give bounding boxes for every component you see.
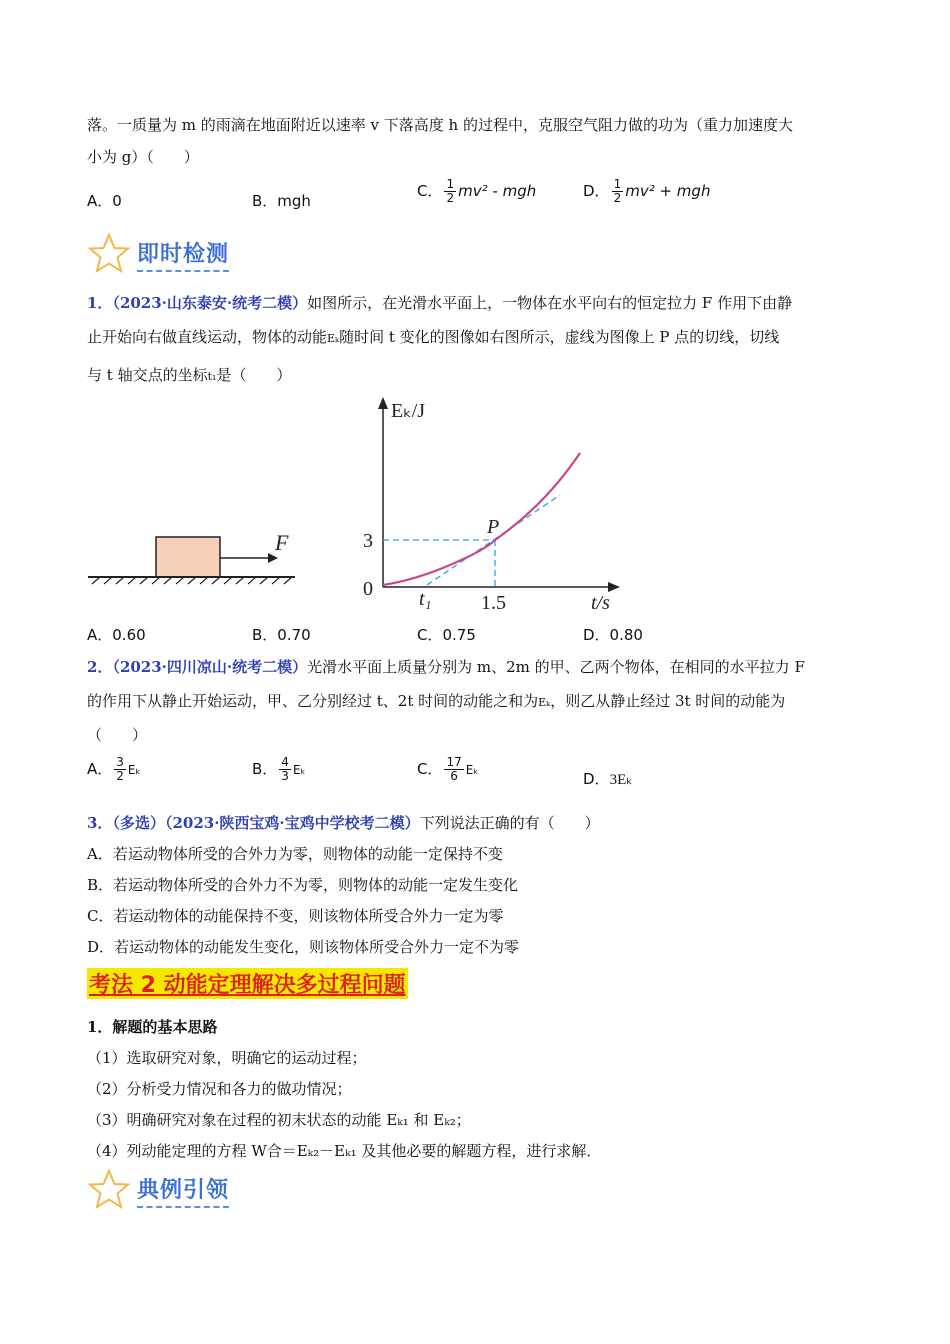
- method-2-step-4: （4）列动能定理的方程 W合＝Eₖ₂－Eₖ₁ 及其他必要的解题方程，进行求解．: [87, 1142, 602, 1160]
- x-axis-label: t/s: [591, 592, 610, 613]
- point-p-label: P: [487, 516, 500, 538]
- ground-hatch: [92, 577, 292, 584]
- q2-option-c: C． $\frac{17}{6}$ Eₖ: [417, 755, 479, 783]
- method-2-title: 考法 2 动能定理解决多过程问题: [87, 968, 408, 999]
- intro-line-1: 落。一质量为 m 的雨滴在地面附近以速率 v 下落高度 h 的过程中，克服空气阻力做的功为（重力加速度大: [87, 116, 793, 134]
- q2-option-d: D．3Eₖ: [583, 770, 633, 788]
- q1-option-b: B．0.70: [252, 626, 311, 644]
- method-2-step-1: （1）选取研究对象，明确它的运动过程；: [87, 1049, 367, 1067]
- star-icon: [87, 1168, 131, 1212]
- section-header-example: [87, 1168, 229, 1212]
- q3-option-a: A．若运动物体所受的合外力为零，则物体的动能一定保持不变: [87, 845, 503, 863]
- q2-line-3: （ ）: [87, 726, 148, 744]
- q2-line-1: 2．（2023·四川凉山·统考二模）光滑水平面上质量分别为 m、2m 的甲、乙两个物体，在相同的水平拉力 F: [87, 658, 805, 676]
- q1-line-3: 与 t 轴交点的坐标t₁是（ ）: [87, 366, 292, 384]
- q2-option-b: B． $\frac{4}{3}$ Eₖ: [252, 755, 306, 783]
- y-tick-label: 3: [363, 530, 373, 552]
- q2-option-a: A． $\frac{3}{2}$ Eₖ: [87, 755, 141, 783]
- intro-option-a: A．0: [87, 192, 122, 210]
- x-axis-arrow: [608, 582, 620, 592]
- section-header-instant-check: [87, 232, 229, 276]
- q1-option-c: C．0.75: [417, 626, 476, 644]
- q1-option-a: A．0.60: [87, 626, 146, 644]
- y-axis-arrow: [378, 397, 388, 409]
- star-icon: [87, 232, 131, 276]
- block-figure: [88, 520, 303, 590]
- ek-t-graph: [355, 395, 635, 613]
- q1-line-1: 1．（2023·山东泰安·统考二模）如图所示，在光滑水平面上，一物体在水平向右的恒定拉力 F 作用下由静: [87, 294, 793, 312]
- ek-curve: [383, 453, 580, 585]
- q3-option-b: B．若运动物体所受的合外力不为零，则物体的动能一定发生变化: [87, 876, 519, 894]
- q3-option-c: C．若运动物体的动能保持不变，则该物体所受合外力一定为零: [87, 907, 504, 925]
- intro-option-d: D． $\frac{1}{2}$ mv² + mgh: [583, 177, 711, 205]
- t1-label: t₁: [419, 588, 432, 610]
- section-title: 即时检测: [137, 237, 229, 272]
- intro-option-b: B．mgh: [252, 192, 311, 210]
- method-2-step-2: （2）分析受力情况和各力的做功情况；: [87, 1080, 352, 1098]
- intro-option-c: C． $\frac{1}{2}$ mv² - mgh: [417, 177, 537, 205]
- origin-label: 0: [363, 578, 373, 600]
- x-tick-label: 1.5: [481, 592, 506, 613]
- q3-option-d: D．若运动物体的动能发生变化，则该物体所受合外力一定不为零: [87, 938, 520, 956]
- method-2-step-3: （3）明确研究对象在过程的初末状态的动能 Eₖ₁ 和 Eₖ₂；: [87, 1111, 471, 1129]
- force-label: F: [275, 530, 289, 555]
- intro-line-2: 小为 g）（ ）: [87, 148, 199, 166]
- y-axis-label: Eₖ/J: [391, 400, 426, 422]
- block: [156, 537, 220, 577]
- method-2-heading: 1．解题的基本思路: [87, 1018, 218, 1036]
- q3-stem: 3．（多选）（2023·陕西宝鸡·宝鸡中学校考二模）下列说法正确的有（ ）: [87, 814, 600, 832]
- q2-line-2: 的作用下从静止开始运动，甲、乙分别经过 t、2t 时间的动能之和为Eₖ，则乙从静止经过 3t 时间的动能为: [87, 692, 786, 710]
- q1-option-d: D．0.80: [583, 626, 643, 644]
- section-title: 典例引领: [137, 1173, 229, 1208]
- q1-line-2: 止开始向右做直线运动，物体的动能Eₖ随时间 t 变化的图像如右图所示，虚线为图像上 P 点的切线，切线: [87, 328, 780, 346]
